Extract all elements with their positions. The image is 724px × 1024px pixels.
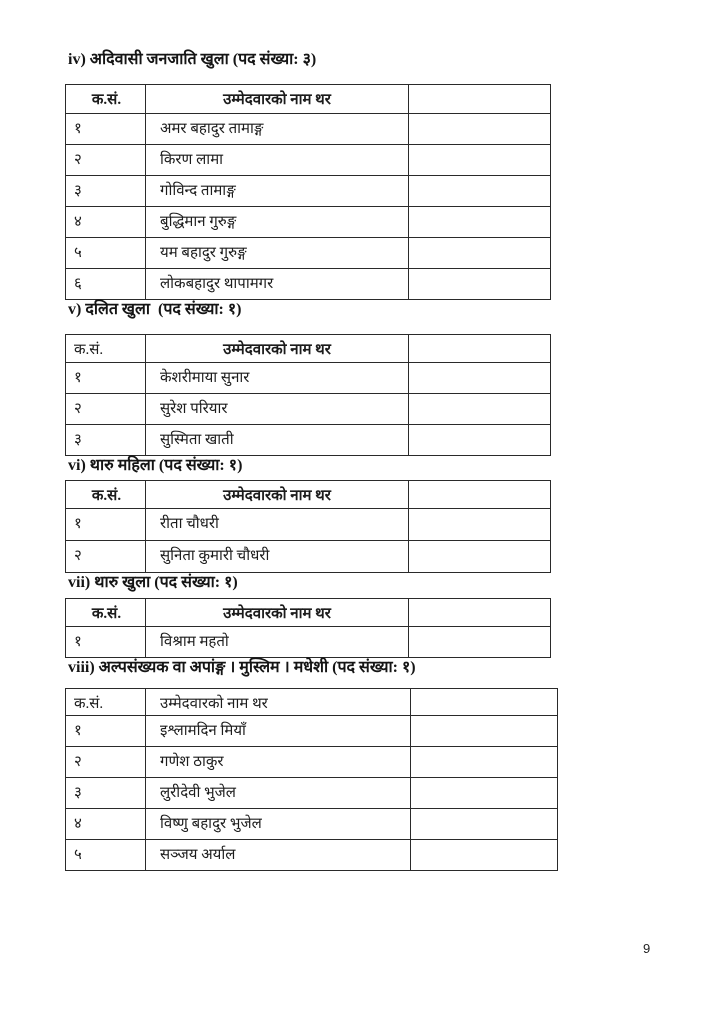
table-row (66, 425, 551, 456)
table-row (66, 509, 551, 541)
serial-cell: ४ (66, 207, 146, 238)
serial-cell: ५ (66, 840, 146, 871)
table-row (66, 238, 551, 269)
serial-cell: १ (66, 509, 146, 541)
empty-cell (409, 238, 551, 269)
column-header-name: उम्मेदवारको नाम थर (146, 481, 409, 509)
table-header-row (66, 85, 551, 114)
section-viii-table (65, 688, 558, 871)
column-header-name: उम्मेदवारको नाम थर (146, 599, 409, 627)
empty-cell (409, 541, 551, 573)
serial-cell: ४ (66, 809, 146, 840)
serial-cell: ५ (66, 238, 146, 269)
section-vii-heading: vii) थारु खुला (पद संख्या: १) (68, 574, 238, 591)
serial-cell: २ (66, 541, 146, 573)
section-vii-table (65, 598, 551, 658)
name-cell: सुरेश परियार (146, 394, 409, 425)
name-cell: किरण लामा (146, 145, 409, 176)
column-header-empty (411, 689, 558, 716)
table-row (66, 176, 551, 207)
column-header-empty (409, 599, 551, 627)
empty-cell (409, 207, 551, 238)
column-header-serial: क.सं. (66, 335, 146, 363)
table-header-row (66, 689, 558, 716)
empty-cell (411, 747, 558, 778)
table-row (66, 541, 551, 573)
empty-cell (409, 394, 551, 425)
empty-cell (409, 176, 551, 207)
table-row (66, 269, 551, 300)
section-iv-table (65, 84, 551, 300)
column-header-name: उम्मेदवारको नाम थर (146, 335, 409, 363)
page-number: 9 (643, 941, 651, 956)
column-header-empty (409, 481, 551, 509)
section-vi-heading: vi) थारु महिला (पद संख्या: १) (68, 457, 243, 474)
empty-cell (411, 809, 558, 840)
table-row (66, 716, 558, 747)
column-header-serial: क.सं. (66, 481, 146, 509)
serial-cell: २ (66, 145, 146, 176)
column-header-name: उम्मेदवारको नाम थर (146, 85, 409, 114)
serial-cell: १ (66, 363, 146, 394)
name-cell: इश्लामदिन मियाँ (146, 716, 411, 747)
table-row (66, 747, 558, 778)
table-header-row (66, 335, 551, 363)
serial-cell: २ (66, 394, 146, 425)
serial-cell: ३ (66, 778, 146, 809)
table-header-row (66, 599, 551, 627)
name-cell: विष्णु बहादुर भुजेल (146, 809, 411, 840)
empty-cell (409, 363, 551, 394)
empty-cell (409, 509, 551, 541)
section-viii-heading: viii) अल्पसंख्यक वा अपांङ्ग । मुस्लिम । मधेशी (पद संख्या: १) (68, 659, 416, 676)
name-cell: गोविन्द तामाङ्ग (146, 176, 409, 207)
table-row (66, 809, 558, 840)
section-v-table (65, 334, 551, 456)
name-cell: लोकबहादुर थापामगर (146, 269, 409, 300)
name-cell: केशरीमाया सुनार (146, 363, 409, 394)
column-header-empty (409, 85, 551, 114)
empty-cell (409, 269, 551, 300)
empty-cell (411, 778, 558, 809)
empty-cell (409, 145, 551, 176)
section-iv-heading: iv) अदिवासी जनजाति खुला (पद संख्या: ३) (68, 51, 317, 68)
section-vi-table (65, 480, 551, 573)
serial-cell: २ (66, 747, 146, 778)
table-row (66, 778, 558, 809)
serial-cell: १ (66, 627, 146, 658)
serial-cell: ३ (66, 425, 146, 456)
table-row (66, 363, 551, 394)
name-cell: सञ्जय अर्याल (146, 840, 411, 871)
serial-cell: १ (66, 114, 146, 145)
name-cell: सुस्मिता खाती (146, 425, 409, 456)
name-cell: अमर बहादुर तामाङ्ग (146, 114, 409, 145)
column-header-serial: क.सं. (66, 689, 146, 716)
table-row (66, 145, 551, 176)
empty-cell (409, 114, 551, 145)
empty-cell (409, 425, 551, 456)
section-v-heading: v) दलित खुला (पद संख्या: १) (68, 301, 242, 318)
table-row (66, 207, 551, 238)
column-header-name: उम्मेदवारको नाम थर (146, 689, 411, 716)
name-cell: लुरीदेवी भुजेल (146, 778, 411, 809)
column-header-serial: क.सं. (66, 85, 146, 114)
serial-cell: ६ (66, 269, 146, 300)
name-cell: सुनिता कुमारी चौधरी (146, 541, 409, 573)
column-header-serial: क.सं. (66, 599, 146, 627)
table-row (66, 840, 558, 871)
serial-cell: १ (66, 716, 146, 747)
empty-cell (409, 627, 551, 658)
empty-cell (411, 716, 558, 747)
name-cell: गणेश ठाकुर (146, 747, 411, 778)
name-cell: बुद्धिमान गुरुङ्ग (146, 207, 409, 238)
name-cell: रीता चौधरी (146, 509, 409, 541)
serial-cell: ३ (66, 176, 146, 207)
table-header-row (66, 481, 551, 509)
table-row (66, 394, 551, 425)
name-cell: विश्राम महतो (146, 627, 409, 658)
table-row (66, 627, 551, 658)
column-header-empty (409, 335, 551, 363)
name-cell: यम बहादुर गुरुङ्ग (146, 238, 409, 269)
empty-cell (411, 840, 558, 871)
table-row (66, 114, 551, 145)
